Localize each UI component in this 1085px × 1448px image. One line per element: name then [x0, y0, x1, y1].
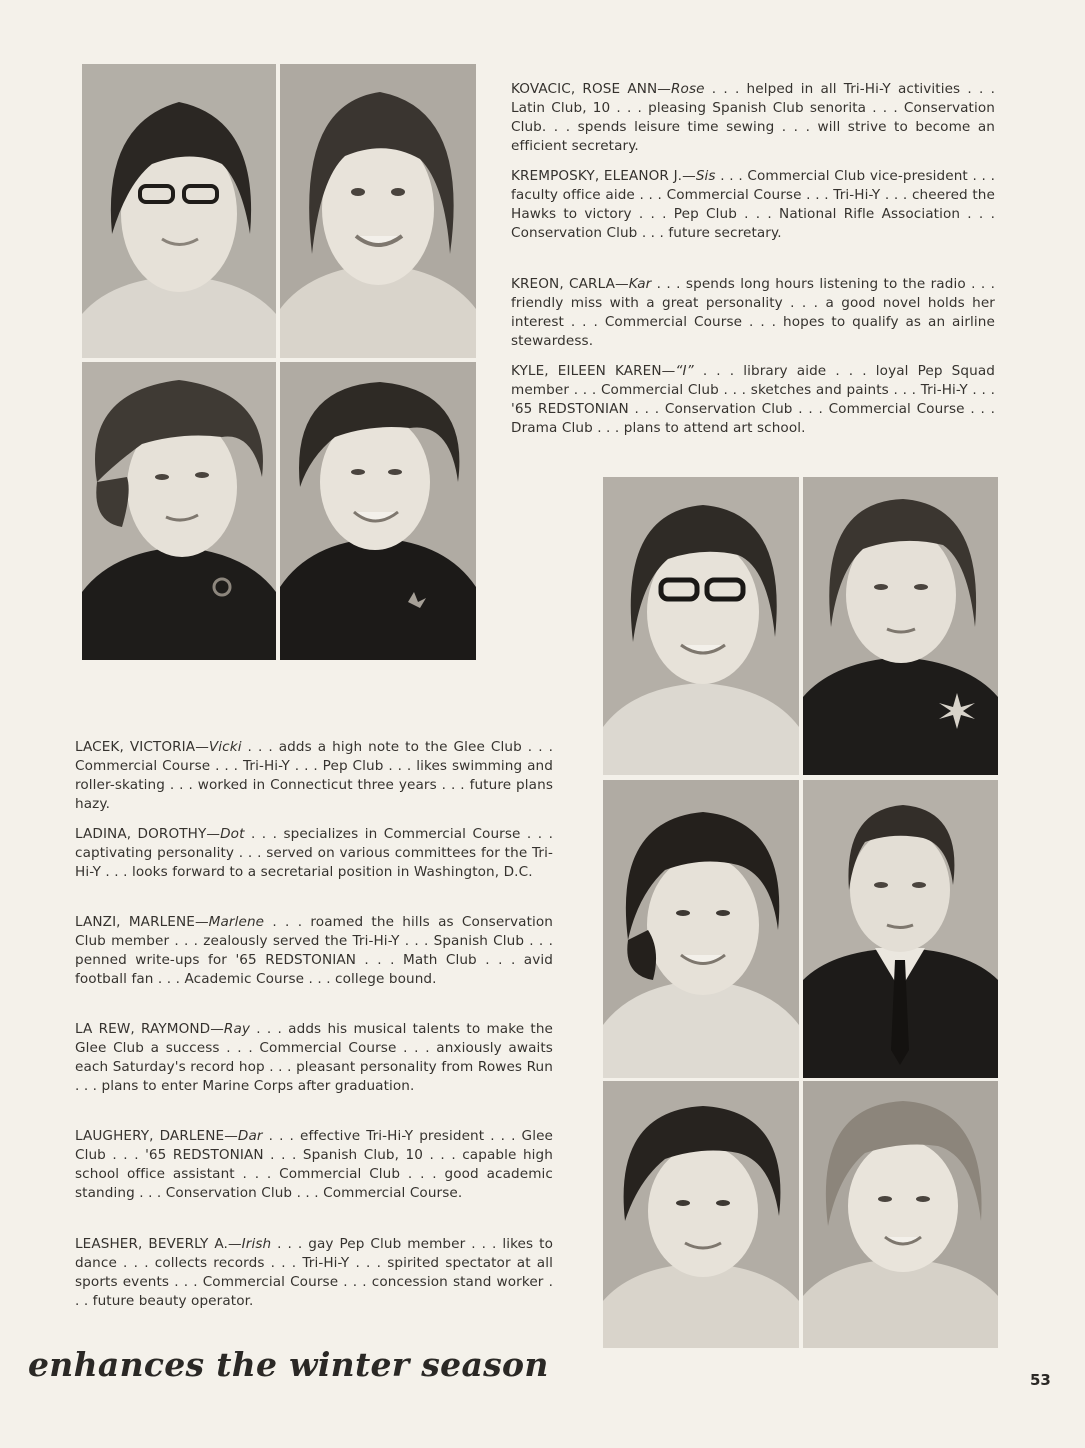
student-description: roamed the hills as Conservation Club member . . . zealously served the Tri-Hi-Y . . . Spanish Club . . . penned write-ups for '65 REDSTONIAN . . . Math Club . . . avid football fan . . . Academic Course . . . college bound.	[75, 914, 554, 987]
bio-kreon: KREON, CARLA—Kar . . . spends long hours listening to the radio . . . friendly miss with a great personality . . . a good novel holds her interest . . . Commercial Course . . . hopes to qualify as an airline stewardess.	[511, 276, 995, 349]
bio-kyle: KYLE, EILEEN KAREN—“I” . . . library aide . . . loyal Pep Squad member . . . Commercial Club . . . sketches and paints . . . Tri-Hi-Y . . . '65 REDSTONIAN . . . Conservation Club . . . Commercial Course . . . Drama Club . . . plans to attend art school.	[511, 363, 995, 436]
bio-leasher: LEASHER, BEVERLY A.—Irish . . . gay Pep Club member . . . likes to dance . . . collects records . . . Tri-Hi-Y . . . spirited spectator at all sports events . . . Commercial Course . . . concession stand worker . . . future beauty operator.	[75, 1236, 553, 1309]
student-nickname: Irish	[241, 1236, 272, 1252]
bio-kremposky: KREMPOSKY, ELEANOR J.—Sis . . . Commercial Club vice-president . . . faculty office aide . . . Commercial Course . . . Tri-Hi-Y . . . cheered the Hawks to victory . . . Pep Club . . . National Rifle Association . . . Conservation Club . . . future secretary.	[511, 168, 995, 241]
bio-laughery: LAUGHERY, DARLENE—Dar . . . effective Tri-Hi-Y president . . . Glee Club . . . '65 REDSTONIAN . . . Spanish Club, 10 . . . capable high school office assistant . . . Commercial Club . . . good academic standing . . . Conservation Club . . . Commercial Course.	[75, 1128, 553, 1201]
student-name: LANZI, MARLENE	[75, 914, 195, 930]
student-name: KREON, CARLA	[511, 276, 615, 292]
student-nickname: “I”	[675, 363, 694, 379]
portrait-lanzi	[603, 780, 799, 1078]
student-description: effective Tri-Hi-Y president . . . Glee Club . . . '65 REDSTONIAN . . . Spanish Club, 10 . . . capable high school office assistant . . . Commercial Club . . . good academic standing . . . Conservation Club . . . Commercial Course.	[75, 1128, 553, 1201]
student-name: LEASHER, BEVERLY A.	[75, 1236, 228, 1252]
student-name: LAUGHERY, DARLENE	[75, 1128, 225, 1144]
student-nickname: Dot	[220, 826, 245, 842]
portrait-lacek	[603, 477, 799, 775]
portrait-kovacic	[82, 64, 276, 358]
student-description: adds his musical talents to make the Glee Club a success . . . Commercial Course . . . anxiously awaits each Saturday's record hop . . . pleasant personality from Rowes Run . . . plans to enter Marine Corps after graduation.	[75, 1021, 553, 1094]
student-nickname: Sis	[695, 168, 716, 184]
bio-ladina: LADINA, DOROTHY—Dot . . . specializes in Commercial Course . . . captivating personality . . . served on various committees for the Tri-Hi-Y . . . looks forward to a secretarial position in Washington, D.C.	[75, 826, 553, 880]
portrait-kremposky	[280, 64, 476, 358]
student-description: specializes in Commercial Course . . . captivating personality . . . served on various committees for the Tri-Hi-Y . . . looks forward to a secretarial position in Washington, D.C.	[75, 826, 553, 880]
student-description: spends long hours listening to the radio . . . friendly miss with a great personality . . . a good novel holds her interest . . . Commercial Course . . . hopes to qualify as an airline stewardess.	[511, 276, 995, 349]
portrait-kyle	[280, 362, 476, 660]
portrait-laughery	[603, 1081, 799, 1348]
portrait-leasher	[803, 1081, 998, 1348]
student-name: KREMPOSKY, ELEANOR J.	[511, 168, 683, 184]
student-nickname: Ray	[223, 1021, 251, 1037]
page-number: 53	[1030, 1371, 1051, 1389]
student-nickname: Vicki	[208, 739, 242, 755]
bio-lacek: LACEK, VICTORIA—Vicki . . . adds a high note to the Glee Club . . . Commercial Course . . . Tri-Hi-Y . . . Pep Club . . . likes swimming and roller-skating . . . worked in Connecticut three years . . . future plans hazy.	[75, 739, 553, 812]
student-name: KYLE, EILEEN KAREN	[511, 363, 662, 379]
portrait-kreon	[82, 362, 276, 660]
student-description: library aide . . . loyal Pep Squad member . . . Commercial Club . . . sketches and paints . . . Tri-Hi-Y . . . '65 REDSTONIAN . . . Conservation Club . . . Commercial Course . . . Drama Club . . . plans to attend art school.	[511, 363, 995, 436]
student-nickname: Kar	[628, 276, 652, 292]
student-nickname: Rose	[670, 81, 705, 97]
bio-lanzi: LANZI, MARLENE—Marlene . . . roamed the hills as Conservation Club member . . . zealously served the Tri-Hi-Y . . . Spanish Club . . . penned write-ups for '65 REDSTONIAN . . . Math Club . . . avid football fan . . . Academic Course . . . college bound.	[75, 914, 554, 987]
student-description: helped in all Tri-Hi-Y activities . . . Latin Club, 10 . . . pleasing Spanish Club senorita . . . Conservation Club. . . spends leisure time sewing . . . will strive to become an efficient secretary.	[511, 81, 996, 154]
student-nickname: Dar	[237, 1128, 263, 1144]
portrait-la-rew	[803, 780, 998, 1078]
student-description: adds a high note to the Glee Club . . . Commercial Course . . . Tri-Hi-Y . . . Pep Club . . . likes swimming and roller-skating . . . worked in Connecticut three years . . . future plans hazy.	[75, 739, 553, 812]
student-name: LA REW, RAYMOND	[75, 1021, 211, 1037]
student-name: KOVACIC, ROSE ANN	[511, 81, 658, 97]
student-name: LADINA, DOROTHY	[75, 826, 207, 842]
page-caption: enhances the winter season	[28, 1345, 549, 1384]
portrait-ladina	[803, 477, 998, 775]
student-description: Commercial Club vice-president . . . faculty office aide . . . Commercial Course . . . Tri-Hi-Y . . . cheered the Hawks to victory . . . Pep Club . . . National Rifle Association . . . Conservation Club . . . future secretary.	[511, 168, 995, 241]
bio-kovacic: KOVACIC, ROSE ANN—Rose . . . helped in all Tri-Hi-Y activities . . . Latin Club, 10 . . . pleasing Spanish Club senorita . . . Conservation Club. . . spends leisure time sewing . . . will strive to become an efficient secretary.	[511, 81, 996, 154]
student-name: LACEK, VICTORIA	[75, 739, 196, 755]
student-description: gay Pep Club member . . . likes to dance . . . collects records . . . Tri-Hi-Y . . . spirited spectator at all sports events . . . Commercial Course . . . concession stand worker . . . future beauty operator.	[75, 1236, 553, 1309]
bio-la-rew: LA REW, RAYMOND—Ray . . . adds his musical talents to make the Glee Club a success . . . Commercial Course . . . anxiously awaits each Saturday's record hop . . . pleasant personality from Rowes Run . . . plans to enter Marine Corps after graduation.	[75, 1021, 553, 1094]
student-nickname: Marlene	[208, 914, 265, 930]
